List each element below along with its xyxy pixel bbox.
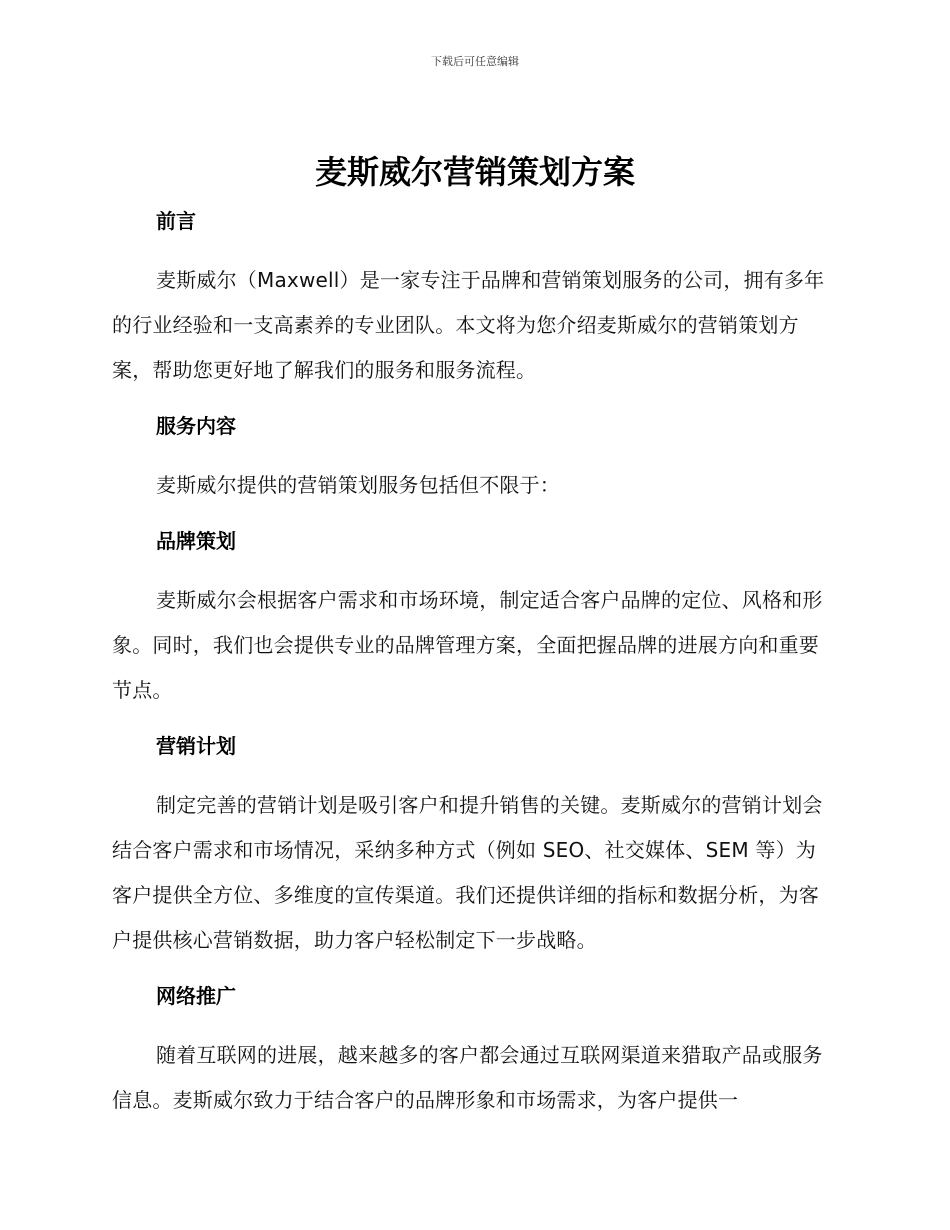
header-note: 下载后可任意编辑: [431, 55, 519, 68]
section-heading: 品牌策划: [156, 529, 236, 553]
section-paragraph: 麦斯威尔（Maxwell）是一家专注于品牌和营销策划服务的公司，拥有多年的行业经验和一支高素养的专业团队。本文将为您介绍麦斯威尔的营销策划方案，帮助您更好地了解我们的服务和服务流程。: [112, 268, 825, 382]
section-paragraph: 制定完善的营销计划是吸引客户和提升销售的关键。麦斯威尔的营销计划会结合客户需求和市场情况，采纳多种方式（例如 SEO、社交媒体、SEM 等）为客户提供全方位、多维度的宣传渠道。我们还提供详细的指标和数据分析，为客户提供核心营销数据，助力客户轻松制定下一步战略。: [112, 793, 823, 952]
section-brand-planning: [112, 526, 832, 713]
section-services: [112, 411, 832, 508]
document-body: [112, 200, 832, 1141]
section-paragraph: 随着互联网的进展，越来越多的客户都会通过互联网渠道来猎取产品或服务信息。麦斯威尔致力于结合客户的品牌形象和市场需求，为客户提供一: [112, 1043, 823, 1112]
section-online-promotion: [112, 981, 832, 1123]
section-paragraph: 麦斯威尔会根据客户需求和市场环境，制定适合客户品牌的定位、风格和形象。同时，我们也会提供专业的品牌管理方案，全面把握品牌的进展方向和重要节点。: [112, 588, 823, 702]
section-heading: 网络推广: [156, 984, 236, 1008]
section-heading: 服务内容: [156, 414, 236, 438]
section-paragraph: 麦斯威尔提供的营销策划服务包括但不限于：: [156, 473, 560, 497]
section-heading: 营销计划: [156, 734, 236, 758]
section-preface: [112, 206, 832, 393]
section-marketing-plan: [112, 731, 832, 963]
section-heading: 前言: [156, 209, 196, 233]
document-title: 麦斯威尔营销策划方案: [314, 153, 635, 191]
